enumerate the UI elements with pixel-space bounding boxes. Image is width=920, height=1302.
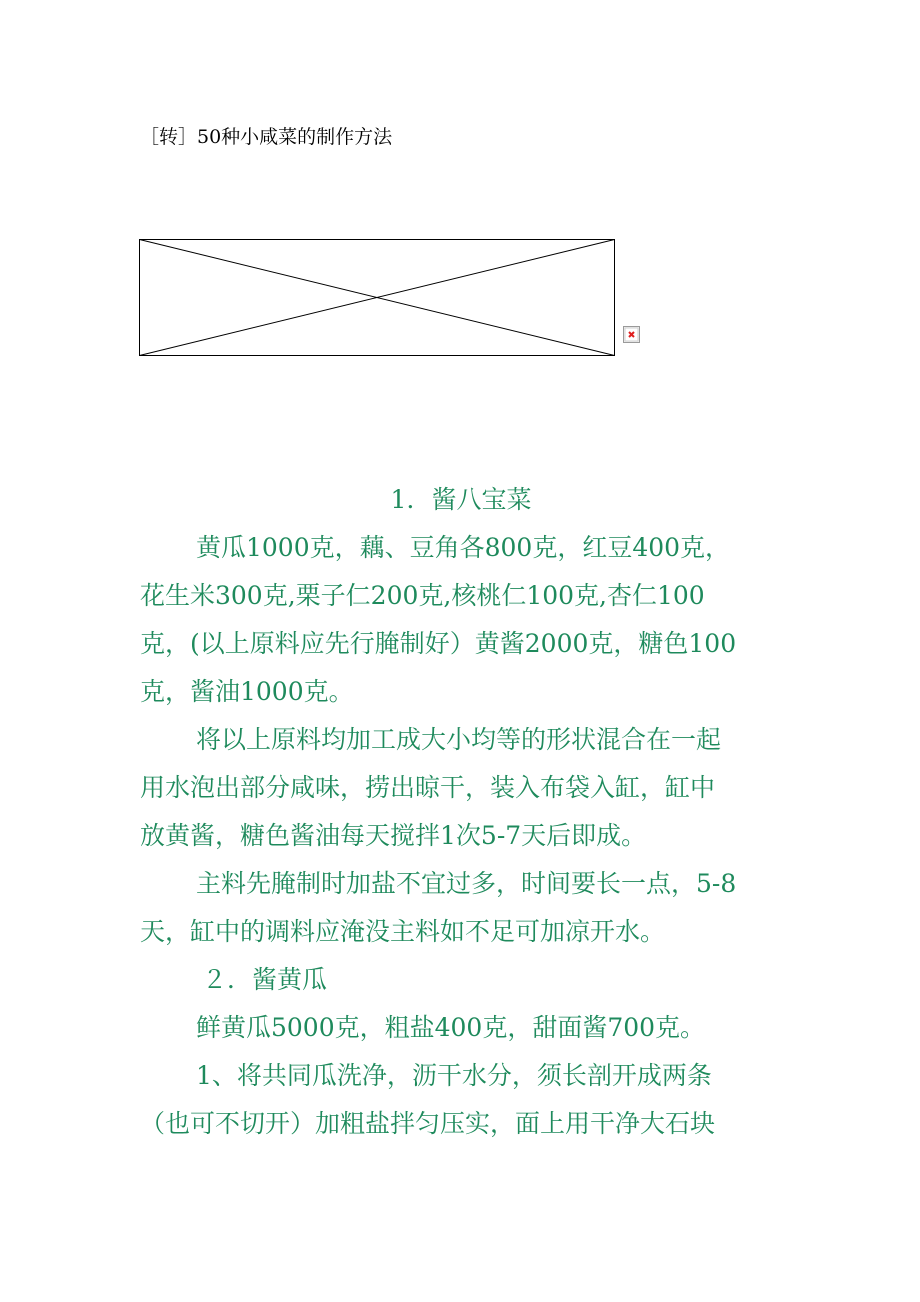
recipe-1-heading: 1．酱八宝菜: [390, 485, 532, 514]
document-title: ［转］50种小咸菜的制作方法: [140, 126, 393, 148]
recipe-1-ingredients-line: 克，(以上原料应先行腌制好）黄酱2000克，糖色100: [140, 629, 737, 658]
recipe-2-step-line: （也可不切开）加粗盐拌匀压实，面上用干净大石块: [140, 1109, 716, 1138]
recipe-2-ingredients: 鲜黄瓜5000克，粗盐400克，甜面酱700克。: [196, 1013, 706, 1042]
recipe-1-ingredients-line: 花生米300克,栗子仁200克,核桃仁100克,杏仁100: [140, 581, 705, 610]
recipe-1-ingredients-line: 黄瓜1000克，藕、豆角各800克，红豆400克，: [196, 533, 731, 562]
recipe-1-method-line: 放黄酱，糖色酱油每天搅拌1次5-7天后即成。: [140, 821, 647, 850]
image-placeholder: [139, 239, 615, 356]
recipe-1-method-line: 用水泡出部分咸味，捞出晾干，装入布袋入缸，缸中: [140, 773, 716, 802]
recipe-content: [140, 476, 782, 1176]
recipe-2-step-line: 1、将共同瓜洗净，沥干水分，须长剖开成两条: [196, 1061, 712, 1090]
recipe-2-heading: ２．酱黄瓜: [202, 965, 328, 994]
recipe-1-method-line: 将以上原料均加工成大小均等的形状混合在一起: [196, 725, 722, 754]
recipe-1-ingredients-line: 克，酱油1000克。: [140, 677, 354, 706]
broken-image-icon: [623, 326, 640, 343]
recipe-1-note-line: 主料先腌制时加盐不宜过多，时间要长一点，5-8: [196, 869, 737, 898]
recipe-1-note-line: 天，缸中的调料应淹没主料如不足可加凉开水。: [140, 917, 666, 946]
